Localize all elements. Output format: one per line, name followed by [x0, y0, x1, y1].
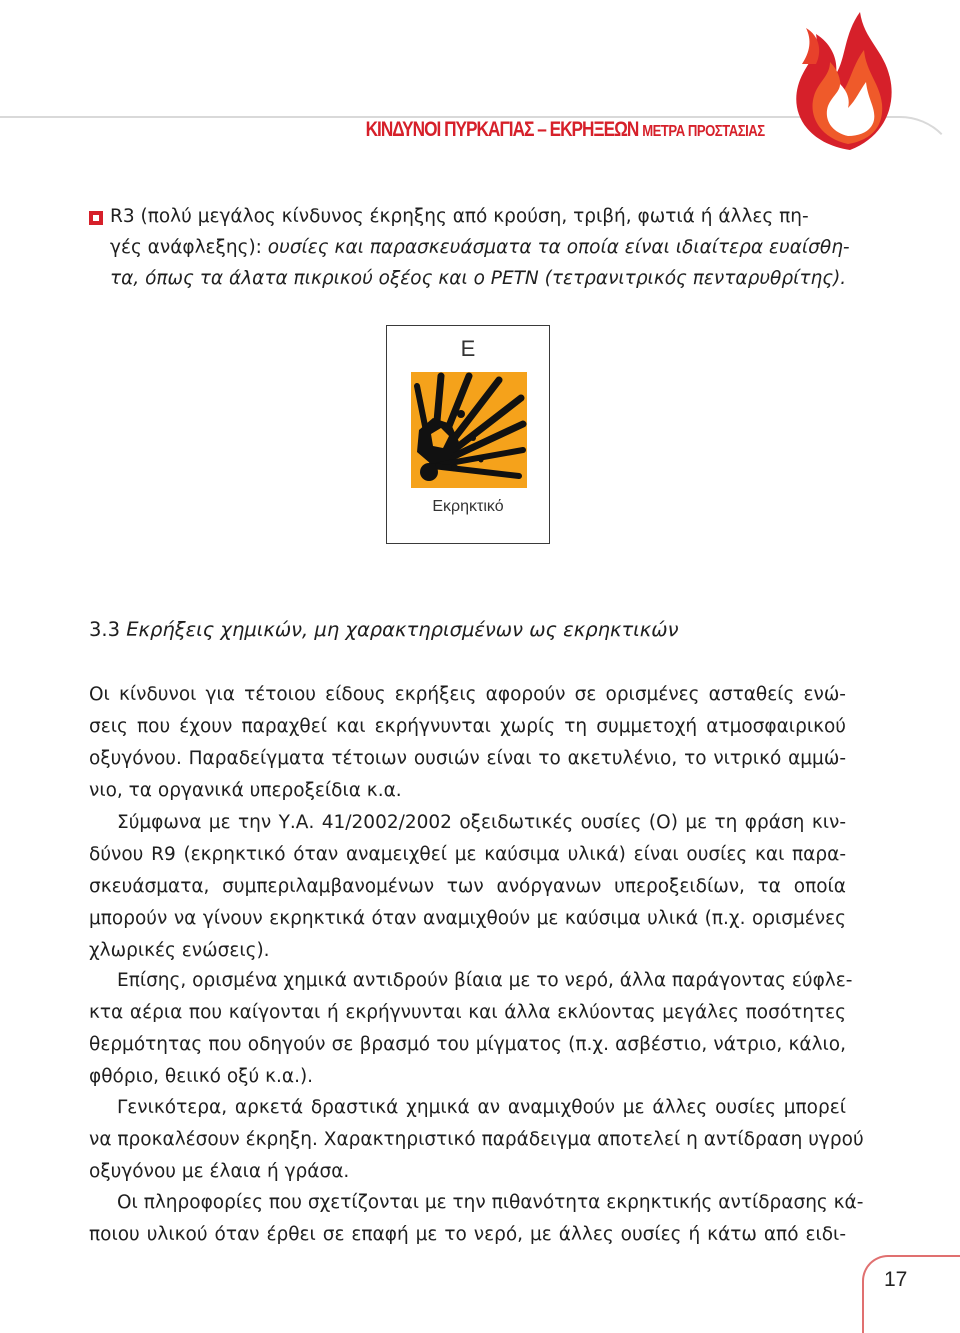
running-header-main: ΚΙΝΔΥΝΟΙ ΠΥΡΚΑΓΙΑΣ – ΕΚΡΗΞΕΩΝ — [365, 118, 639, 141]
bullet-line-3: τα, όπως τα άλατα πικρικού οξέος και ο PETN (τετρανιτρικός πενταρυθρίτης). — [110, 268, 847, 289]
hazard-label-box — [386, 325, 550, 544]
body-line: Γενικότερα, αρκετά δραστικά χημικά αν αναμιχθούν με άλλες ουσίες μπορεί — [117, 1097, 846, 1118]
section-heading — [89, 618, 679, 641]
running-header-title — [366, 118, 765, 142]
body-line: να προκαλέσουν έκρηξη. Χαρακτηριστικό παράδειγμα αποτελεί η αντίδραση υγρού — [89, 1129, 864, 1150]
section-title: Εκρήξεις χημικών, μη χαρακτηρισμένων ως εκρηκτικών — [120, 618, 679, 641]
hazard-code-letter: E — [460, 336, 476, 361]
hazard-caption: Εκρηκτικό — [432, 498, 504, 515]
page-number-tab — [862, 1255, 960, 1333]
section-number: 3.3 — [89, 618, 121, 641]
body-line: φθόριο, θειικό οξύ κ.α.). — [89, 1066, 314, 1087]
flame-logo-icon — [780, 4, 910, 152]
bullet-line-2: γές ανάφλεξης): ουσίες και παρασκευάσματα τα οποία είναι ιδιαίτερα ευαίσθη- — [110, 237, 850, 258]
page-number: 17 — [884, 1268, 908, 1291]
body-line: Σύμφωνα με την Υ.Α. 41/2002/2002 οξειδωτικές ουσίες (Ο) με τη φράση κιν- — [117, 812, 846, 833]
body-line: οξυγόνου. Παραδείγματα τέτοιων ουσιών είναι το ακετυλένιο, το νιτρικό αμμώ- — [89, 748, 846, 769]
body-line: σεις που έχουν παραχθεί και εκρήγνυνται χωρίς τη συμμετοχή ατμοσφαιρικού — [89, 716, 846, 737]
body-line: νιο, τα οργανικά υπεροξείδια κ.α. — [89, 780, 402, 801]
body-line: ποιου υλικού όταν έρθει σε επαφή με το νερό, με άλλες ουσίες ή κάτω από ειδι- — [89, 1224, 846, 1245]
body-line: Οι κίνδυνοι για τέτοιου είδους εκρήξεις αφορούν σε ορισμένες ασταθείς ενώ- — [89, 684, 846, 705]
explosive-hazard-icon — [411, 372, 527, 488]
body-line: Οι πληροφορίες που σχετίζονται με την πιθανότητα εκρηκτικής αντίδρασης κά- — [117, 1192, 864, 1213]
body-line: μπορούν να γίνουν εκρηκτικά όταν αναμιχθούν με καύσιμα υλικά (π.χ. ορισμένες — [89, 908, 846, 929]
running-header-sub: ΜΕΤΡΑ ΠΡΟΣΤΑΣΙΑΣ — [642, 123, 765, 140]
body-line: σκευάσματα, συμπεριλαμβανομένων των ανόργανων υπεροξειδίων, τα οποία — [89, 876, 846, 897]
body-line: οξυγόνου με έλαια ή γράσα. — [89, 1161, 350, 1182]
body-line: θερμότητας που οδηγούν σε βρασμό του μίγματος (π.χ. ασβέστιο, νάτριο, κάλιο, — [89, 1034, 846, 1055]
bullet-line-1: R3 (πολύ μεγάλος κίνδυνος έκρηξης από κρούση, τριβή, φωτιά ή άλλες πη- — [110, 206, 809, 227]
body-line: κτα αέρια που καίγονται ή εκρήγνυνται και άλλα εκλύοντας μεγάλες ποσότητες — [89, 1002, 846, 1023]
body-line: χλωρικές ενώσεις). — [89, 940, 270, 961]
body-line: δύνου R9 (εκρηκτικό όταν αναμειχθεί με καύσιμα υλικά) είναι ουσίες και παρα- — [89, 844, 846, 865]
red-square-bullet-icon — [89, 211, 103, 225]
body-line: Επίσης, ορισμένα χημικά αντιδρούν βίαια με το νερό, άλλα παράγοντας εύφλε- — [117, 970, 853, 991]
